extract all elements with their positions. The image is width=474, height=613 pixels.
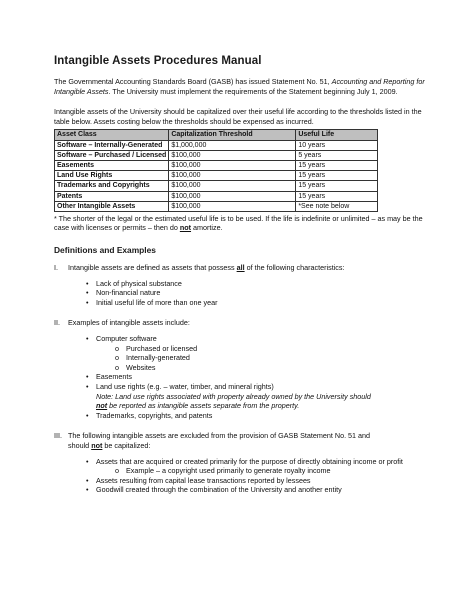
circle-bullet-icon: o bbox=[115, 466, 119, 476]
list-item: • Easements bbox=[86, 372, 132, 382]
threshold-cell: $100,000 bbox=[169, 201, 296, 211]
header-threshold: Capitalization Threshold bbox=[169, 130, 296, 140]
land-use-note: Note: Land use rights associated with property already owned by the University should not be reported as intangible assets separate from the property. bbox=[96, 391, 371, 411]
list-item: o Websites bbox=[115, 362, 156, 372]
asset-class-cell: Software – Purchased / Licensed bbox=[55, 150, 169, 160]
threshold-cell: $100,000 bbox=[169, 181, 296, 191]
section-number: II. bbox=[54, 318, 60, 328]
useful-life-cell: 15 years bbox=[296, 171, 378, 181]
capitalization-paragraph: Intangible assets of the University should be capitalized over their useful life according to the thresholds listed in the table below. Assets costing below the thresholds should be expensed as incurred. bbox=[54, 107, 422, 126]
bullet-icon: • bbox=[86, 334, 89, 344]
threshold-cell: $100,000 bbox=[169, 171, 296, 181]
bullet-icon: • bbox=[86, 485, 89, 495]
bullet-icon: • bbox=[86, 288, 89, 298]
bullet-icon: • bbox=[86, 456, 89, 466]
bullet-icon: • bbox=[86, 475, 89, 485]
examples-list bbox=[54, 334, 430, 344]
section-number: I. bbox=[54, 263, 58, 273]
circle-bullet-icon: o bbox=[115, 353, 119, 363]
list-item: • Assets that are acquired or created primarily for the purpose of directly obtaining income or profit bbox=[86, 456, 403, 466]
intro-paragraph bbox=[54, 77, 430, 96]
exclusions-list bbox=[54, 457, 430, 467]
asset-class-cell: Trademarks and Copyrights bbox=[55, 181, 169, 191]
section-number: III. bbox=[54, 431, 62, 441]
list-item: • Land use rights (e.g. – water, timber, and mineral rights) bbox=[86, 382, 274, 391]
examples-list-end bbox=[54, 411, 430, 421]
table-row bbox=[55, 160, 378, 170]
asset-class-cell: Patents bbox=[55, 191, 169, 201]
circle-bullet-icon: o bbox=[115, 343, 119, 353]
useful-life-cell: 15 years bbox=[296, 160, 378, 170]
list-item: o Purchased or licensed bbox=[115, 343, 198, 353]
intro-text: The Governmental Accounting Standards Board (GASB) has issued Statement No. 51, bbox=[54, 77, 332, 86]
section-three: III. The following intangible assets are excluded from the provision of GASB Statement No. 51 and should not be capitalized: bbox=[54, 431, 371, 450]
table-row bbox=[55, 201, 378, 211]
section-two: II. Examples of intangible assets include: bbox=[54, 318, 190, 328]
header-useful-life: Useful Life bbox=[296, 130, 378, 140]
definitions-heading: Definitions and Examples bbox=[54, 245, 156, 256]
list-item: • Lack of physical substance bbox=[86, 278, 182, 288]
asset-class-cell: Software – Internally-Generated bbox=[55, 140, 169, 150]
bullet-icon: • bbox=[86, 382, 89, 391]
list-item: • Computer software bbox=[86, 334, 157, 344]
list-item: • Trademarks, copyrights, and patents bbox=[86, 410, 213, 420]
table-row bbox=[55, 150, 378, 160]
asset-class-cell: Easements bbox=[55, 160, 169, 170]
asset-class-cell: Land Use Rights bbox=[55, 171, 169, 181]
table-row bbox=[55, 171, 378, 181]
exclusions-list-continued bbox=[54, 476, 430, 495]
list-item: o Example – a copyright used primarily to generate royalty income bbox=[115, 466, 331, 476]
threshold-cell: $100,000 bbox=[169, 191, 296, 201]
software-sublist bbox=[54, 344, 430, 373]
useful-life-cell: 15 years bbox=[296, 181, 378, 191]
useful-life-cell: *See note below bbox=[296, 201, 378, 211]
threshold-table bbox=[54, 129, 378, 212]
threshold-cell: $100,000 bbox=[169, 160, 296, 170]
header-asset-class: Asset Class bbox=[55, 130, 169, 140]
list-item: • Non-financial nature bbox=[86, 288, 161, 298]
table-row bbox=[55, 140, 378, 150]
bullet-icon: • bbox=[86, 372, 89, 382]
threshold-cell: $1,000,000 bbox=[169, 140, 296, 150]
section-one: I. Intangible assets are defined as assets that possess all of the following characteristics: bbox=[54, 263, 345, 273]
list-item: • Assets resulting from capital lease transactions reported by lessees bbox=[86, 475, 311, 485]
table-row bbox=[55, 191, 378, 201]
footnote: * The shorter of the legal or the estimated useful life is to be used. If the life is indefinite or unlimited – as may be the case with licenses or permits – then do not amortize. bbox=[54, 213, 423, 233]
useful-life-cell: 15 years bbox=[296, 191, 378, 201]
document-page bbox=[54, 55, 430, 495]
bullet-icon: • bbox=[86, 278, 89, 288]
bullet-icon: • bbox=[86, 297, 89, 307]
circle-bullet-icon: o bbox=[115, 362, 119, 372]
bullet-icon: • bbox=[86, 410, 89, 420]
statement-title: Accounting and Reporting for Intangible Assets bbox=[54, 77, 425, 96]
list-item: o Internally-generated bbox=[115, 353, 190, 363]
list-item: • Goodwill created through the combination of the University and another entity bbox=[86, 485, 342, 495]
table-row bbox=[55, 181, 378, 191]
useful-life-cell: 5 years bbox=[296, 150, 378, 160]
threshold-cell: $100,000 bbox=[169, 150, 296, 160]
examples-list-continued bbox=[54, 372, 430, 391]
characteristics-list bbox=[54, 279, 430, 308]
intro-text-end: . The University must implement the requirements of the Statement beginning July 1, 2009. bbox=[108, 86, 398, 96]
exclusions-sublist bbox=[54, 466, 430, 476]
asset-class-cell: Other Intangible Assets bbox=[55, 201, 169, 211]
document-title: Intangible Assets Procedures Manual bbox=[54, 55, 262, 67]
list-item: • Initial useful life of more than one year bbox=[86, 297, 218, 307]
useful-life-cell: 10 years bbox=[296, 140, 378, 150]
table-header-row bbox=[55, 130, 378, 140]
